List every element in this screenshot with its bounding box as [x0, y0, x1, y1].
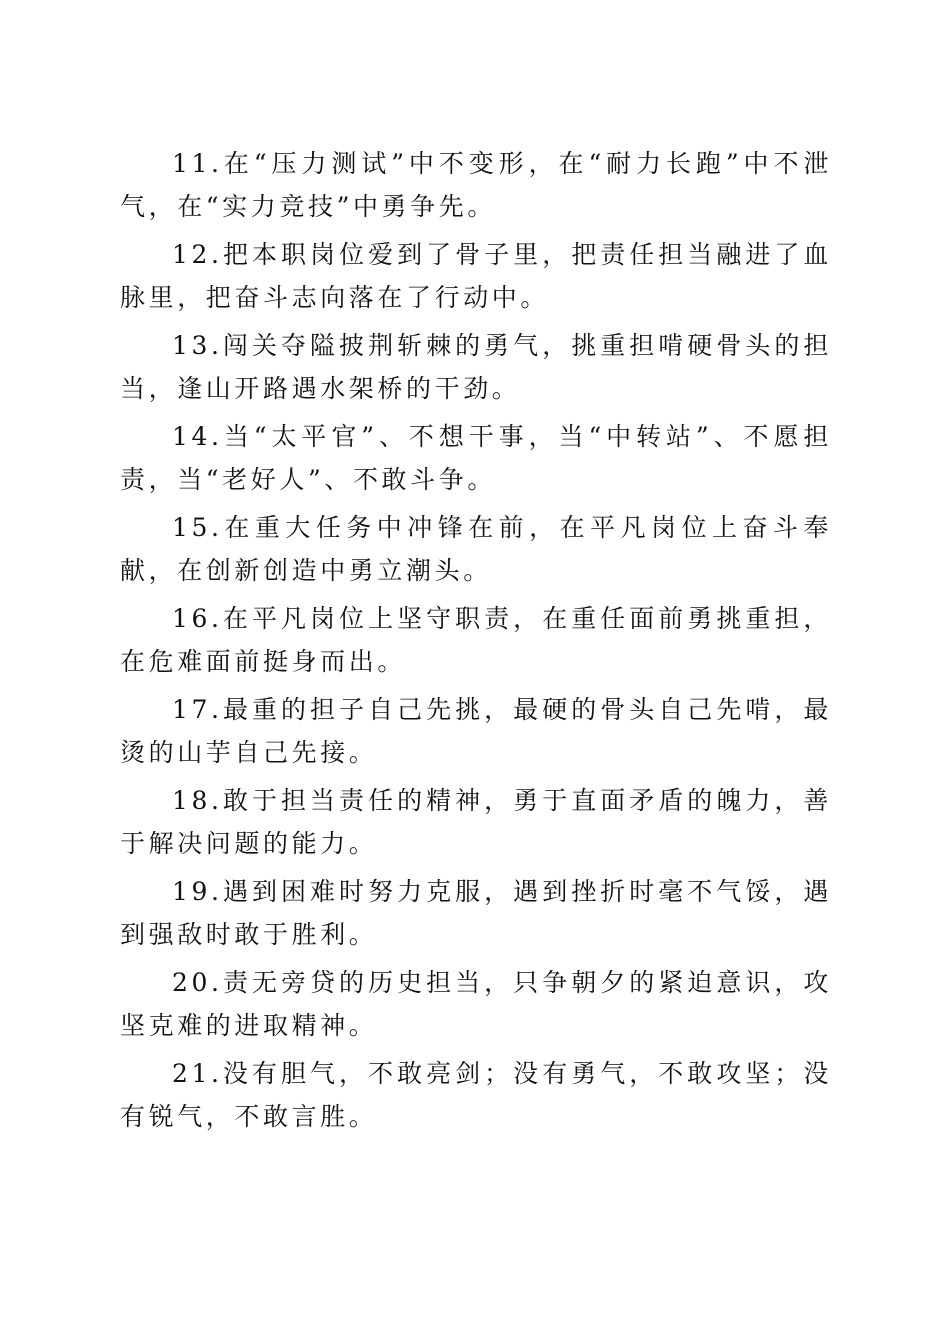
paragraph-13: 13.闯关夺隘披荆斩棘的勇气，挑重担啃硬骨头的担当，逢山开路遇水架桥的干劲。 [120, 331, 832, 403]
paragraph-16: 16.在平凡岗位上坚守职责，在重任面前勇挑重担，在危难面前挺身而出。 [120, 604, 832, 676]
paragraph-14: 14.当“太平官”、不想干事，当“中转站”、不愿担责，当“老好人”、不敢斗争。 [120, 422, 832, 494]
paragraph-15: 15.在重大任务中冲锋在前，在平凡岗位上奋斗奉献，在创新创造中勇立潮头。 [120, 513, 832, 585]
paragraph-19: 19.遇到困难时努力克服，遇到挫折时毫不气馁，遇到强敌时敢于胜利。 [120, 877, 832, 949]
paragraph-11: 11.在“压力测试”中不变形，在“耐力长跑”中不泄气，在“实力竞技”中勇争先。 [120, 149, 832, 221]
document-body [120, 143, 832, 1144]
paragraph-17: 17.最重的担子自己先挑，最硬的骨头自己先啃，最烫的山芋自己先接。 [120, 695, 832, 767]
paragraph-12: 12.把本职岗位爱到了骨子里，把责任担当融进了血脉里，把奋斗志向落在了行动中。 [120, 240, 832, 312]
paragraph-18: 18.敢于担当责任的精神，勇于直面矛盾的魄力，善于解决问题的能力。 [120, 786, 832, 858]
paragraph-20: 20.责无旁贷的历史担当，只争朝夕的紧迫意识，攻坚克难的进取精神。 [120, 968, 832, 1040]
paragraph-21: 21.没有胆气，不敢亮剑；没有勇气，不敢攻坚；没有锐气，不敢言胜。 [120, 1059, 832, 1131]
